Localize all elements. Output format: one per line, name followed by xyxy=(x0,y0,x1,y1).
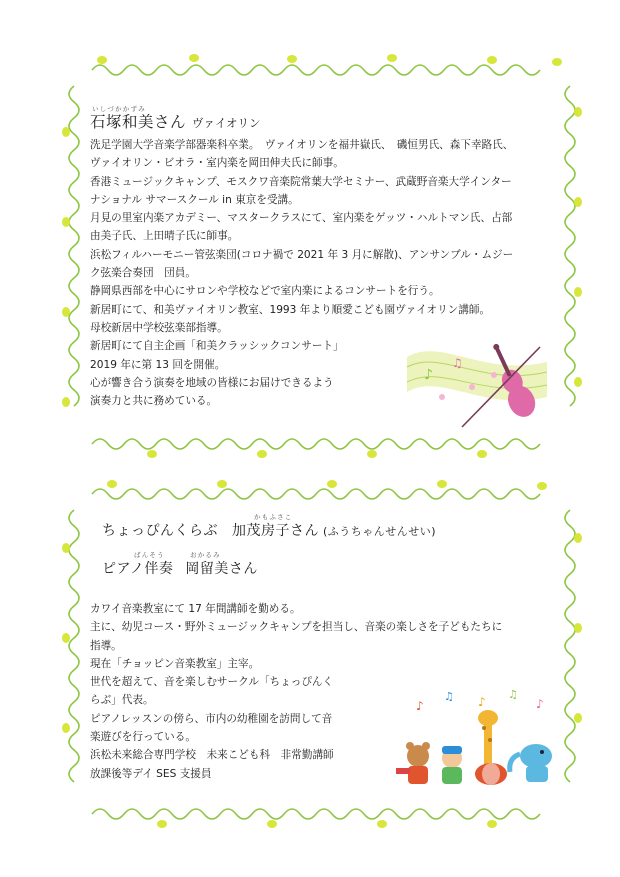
violinist-name: 石塚和美さん xyxy=(90,113,187,131)
violinist-role: ヴァイオリン xyxy=(192,116,261,130)
accompanist-role-reading: ばんそう xyxy=(134,551,165,559)
club-profile-panel xyxy=(62,478,582,830)
svg-text:♪: ♪ xyxy=(424,367,433,383)
svg-text:♪: ♪ xyxy=(416,699,424,713)
club-bio-line: 現在「チョッピン音楽教室」主宰。 xyxy=(90,657,260,670)
violinist-profile-panel xyxy=(62,52,582,462)
violinist-bio-line: 月見の里室内楽アカデミー、マスタークラスにて、室内楽をゲッツ・ハルトマン氏、占部 xyxy=(90,212,513,225)
club-heading xyxy=(102,520,436,540)
leader-name: 加茂房子さん xyxy=(232,523,319,539)
svg-text:♫: ♫ xyxy=(444,690,454,703)
club-bio-line: 放課後等デイ SES 支援員 xyxy=(90,767,212,780)
svg-text:♫: ♫ xyxy=(508,688,518,701)
violinist-bio-line: 洗足学園大学音楽学部器楽科卒業。 ヴァイオリンを福井嶽氏、 磯恒男氏、森下幸路氏、 xyxy=(90,139,514,151)
violinist-bio-line: ク弦楽合奏団 団員。 xyxy=(90,267,196,280)
accompanist-reading: おかるみ xyxy=(190,551,221,559)
club-bio-line: 浜松未来総合専門学校 未来こども科 非常勤講師 xyxy=(90,749,334,762)
club-bio-line: 楽遊びを行っている。 xyxy=(90,731,196,744)
leader-reading: かもふさこ xyxy=(254,513,293,521)
leader-nickname: (ふうちゃんせんせい) xyxy=(323,525,437,538)
violinist-bio-line: 心が響き合う演奏を地域の皆様にお届けできるよう xyxy=(90,376,334,389)
music-band-animals-icon xyxy=(396,688,566,798)
violinist-bio-line: 2019 年に第 13 回を開催。 xyxy=(90,358,226,371)
violinist-bio-line: ヴァイオリン・ビオラ・室内楽を岡田伸夫氏に師事。 xyxy=(90,157,344,170)
svg-text:♪: ♪ xyxy=(536,697,544,711)
club-bio-line: カワイ音楽教室にて 17 年間講師を勤める。 xyxy=(90,603,301,615)
svg-text:♫: ♫ xyxy=(452,356,463,370)
violinist-bio-line: 演奏力と共に務めている。 xyxy=(90,395,218,408)
violinist-bio-line: 香港ミュージックキャンプ、モスクワ音楽院常葉大学セミナー、武蔵野音楽大学インター xyxy=(90,175,512,188)
svg-text:♪: ♪ xyxy=(478,695,486,709)
club-bio-line: 指導。 xyxy=(90,639,122,652)
club-bio-line: ピアノレッスンの傍ら、市内の幼稚園を訪問して音 xyxy=(90,712,333,725)
violinist-bio-line: 由美子氏、上田晴子氏に師事。 xyxy=(90,230,239,243)
violinist-bio-line: 浜松フィルハーモニー管弦楽団(コロナ禍で 2021 年 3 月に解散)、アンサンブル・ムジー xyxy=(90,248,514,261)
violinist-heading xyxy=(90,110,261,132)
club-bio-line: 世代を超えて、音を楽しむサークル「ちょっぴんく xyxy=(90,676,334,689)
accompanist-role: ピアノ伴奏 xyxy=(102,561,174,577)
violin-icon xyxy=(402,327,552,437)
club-name: ちょっぴんくらぶ xyxy=(102,523,218,539)
accompanist-name: 岡留美さん xyxy=(185,561,258,577)
violinist-bio-line: 新居町にて自主企画「和美クラッシックコンサート」 xyxy=(90,340,344,353)
club-bio-line: 主に、幼児コース・野外ミュージックキャンプを担当し、音楽の楽しさを子どもたちに xyxy=(90,621,503,634)
violinist-bio-line: 母校新居中学校弦楽部指導。 xyxy=(90,321,228,334)
violinist-bio-line: 静岡県西部を中心にサロンや学校などで室内楽によるコンサートを行う。 xyxy=(90,285,440,298)
name-reading: いしづかかずみ xyxy=(92,105,146,113)
violinist-bio-line: 新居町にて、和美ヴァイオリン教室、1993 年より順愛こども園ヴァイオリン講師。 xyxy=(90,303,491,316)
violinist-bio-line: ナショナル サマースクール in 東京を受講。 xyxy=(90,193,299,206)
accompanist-heading xyxy=(102,558,258,578)
club-bio-line: らぶ」代表。 xyxy=(90,694,154,707)
